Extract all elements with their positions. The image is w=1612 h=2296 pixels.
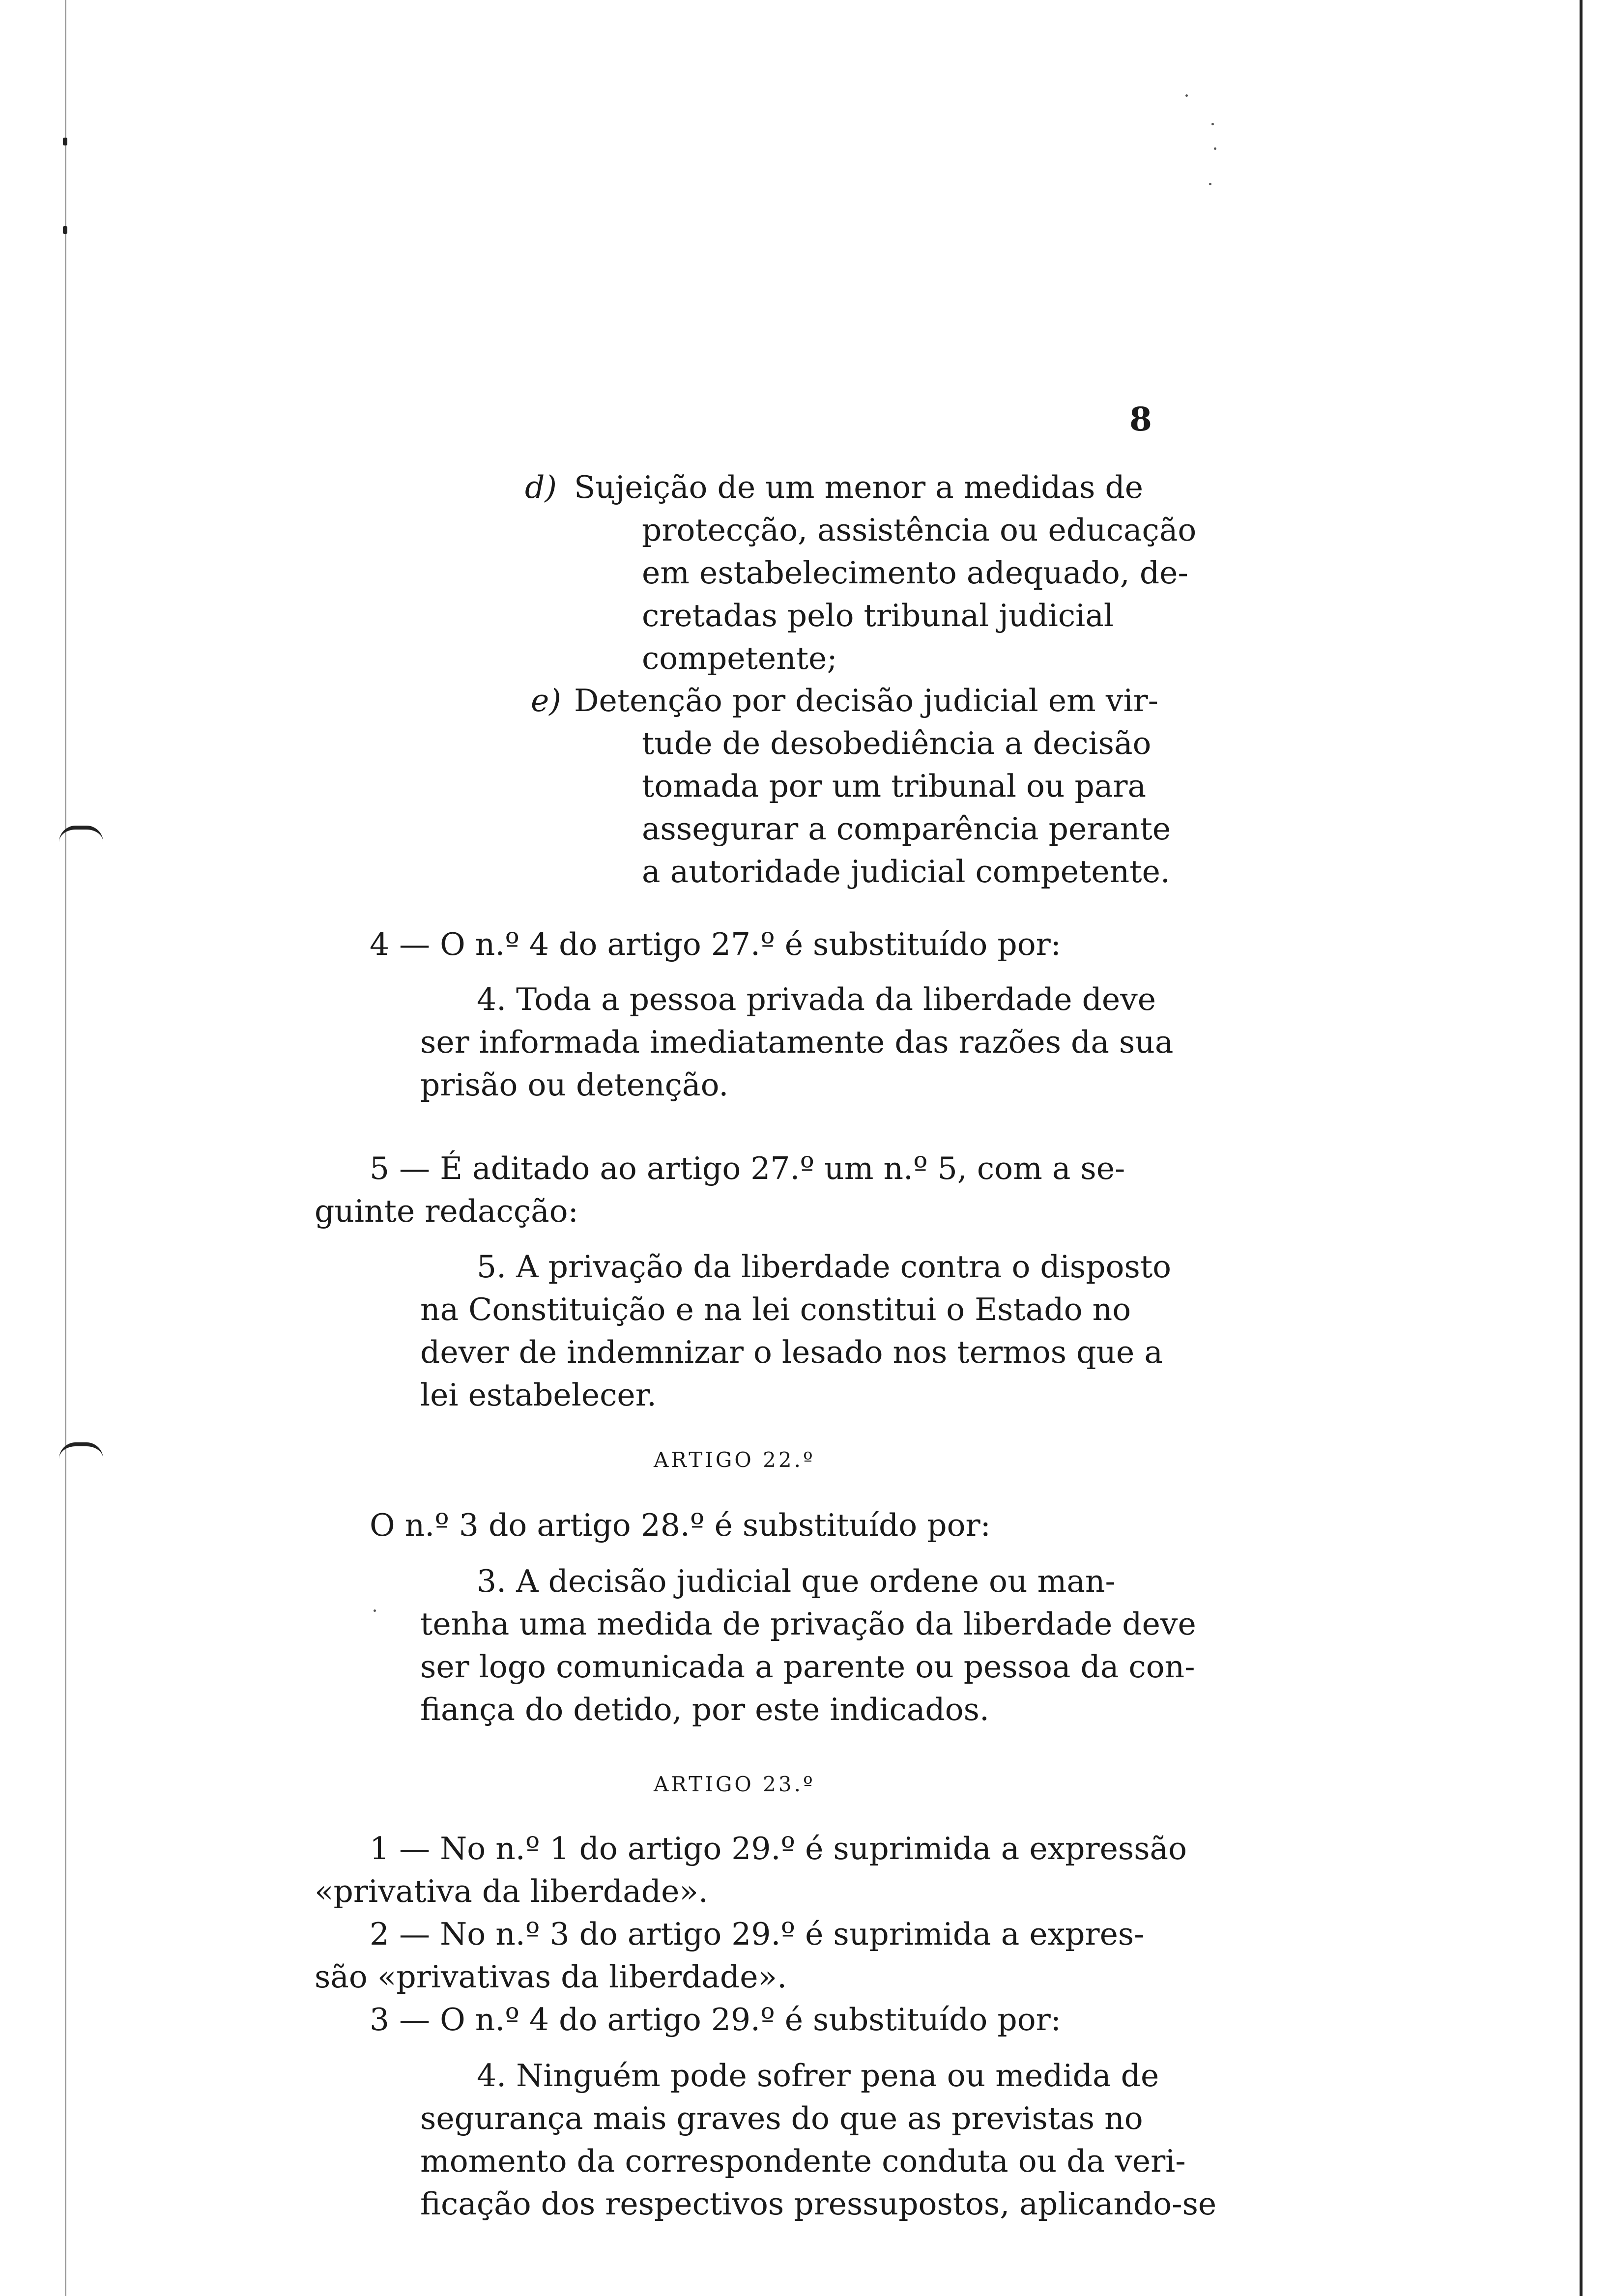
article-23-paragraph-line: 3 — O n.º 4 do artigo 29.º é substituído por: [370, 2002, 1061, 2038]
paragraph-5-line: 5 — É aditado ao artigo 27.º um n.º 5, com a se- [370, 1150, 1125, 1186]
quote-22-line: ser logo comunicada a parente ou pessoa da con- [420, 1649, 1195, 1685]
quote-4-line: 4. Toda a pessoa privada da liberdade deve [477, 981, 1156, 1017]
item-d-line: cretadas pelo tribunal judicial [642, 598, 1114, 633]
scan-margin-line [65, 0, 66, 2296]
quote-23-line: segurança mais graves do que as previstas no [420, 2100, 1143, 2136]
quote-5-line: dever de indemnizar o lesado nos termos que a [420, 1334, 1163, 1370]
quote-23-line: 4. Ninguém pode sofrer pena ou medida de [477, 2058, 1159, 2094]
quote-22-line: 3. A decisão judicial que ordene ou man- [477, 1563, 1116, 1599]
quote-23-line: ficação dos respectivos pressupostos, aplicando-se [420, 2186, 1217, 2222]
quote-5-line: lei estabelecer. [420, 1377, 657, 1413]
article-22-paragraph: O n.º 3 do artigo 28.º é substituído por: [370, 1507, 991, 1543]
item-d-line: protecção, assistência ou educação [642, 512, 1197, 548]
scan-speck [1209, 183, 1211, 185]
article-23-paragraph-line: são «privativas da liberdade». [315, 1959, 787, 1995]
page-number: 8 [1129, 400, 1152, 438]
article-23-paragraph-line: 1 — No n.º 1 do artigo 29.º é suprimida a expressão [370, 1831, 1187, 1866]
scan-page-edge [1580, 0, 1583, 2296]
item-e-label: e) [531, 683, 561, 718]
item-d-line: competente; [642, 640, 837, 676]
article-23-paragraph-line: «privativa da liberdade». [315, 1873, 708, 1909]
paragraph-4: 4 — O n.º 4 do artigo 27.º é substituído por: [370, 926, 1061, 962]
item-e-line: assegurar a comparência perante [642, 811, 1171, 847]
quote-22-line: fiança do detido, por este indicados. [420, 1692, 989, 1727]
scan-speck [374, 1609, 376, 1612]
quote-4-line: prisão ou detenção. [420, 1067, 729, 1103]
item-d-line: Sujeição de um menor a medidas de [574, 469, 1144, 505]
quote-5-line: na Constituição e na lei constitui o Estado no [420, 1292, 1131, 1327]
article-22-heading: ARTIGO 22.º [654, 1448, 815, 1472]
quote-5-line: 5. A privação da liberdade contra o disposto [477, 1249, 1172, 1285]
quote-4-line: ser informada imediatamente das razões da sua [420, 1024, 1174, 1060]
item-e-line: tude de desobediência a decisão [642, 725, 1151, 761]
article-23-heading: ARTIGO 23.º [654, 1772, 815, 1796]
item-e-line: tomada por um tribunal ou para [642, 768, 1147, 804]
scan-speck [1214, 147, 1216, 150]
quote-22-line: tenha uma medida de privação da liberdade deve [420, 1606, 1196, 1642]
quote-23-line: momento da correspondente conduta ou da veri- [420, 2143, 1186, 2179]
binding-hole-mark [63, 226, 67, 234]
paragraph-5-line: guinte redacção: [315, 1193, 578, 1229]
article-23-paragraph-line: 2 — No n.º 3 do artigo 29.º é suprimida a expres- [370, 1916, 1145, 1952]
item-e-line: a autoridade judicial competente. [642, 854, 1170, 890]
item-d-line: em estabelecimento adequado, de- [642, 555, 1188, 591]
binding-hole-mark [63, 138, 67, 145]
item-e-line: Detenção por decisão judicial em vir- [574, 683, 1159, 718]
scan-speck [1211, 123, 1214, 125]
scan-speck [1185, 94, 1188, 97]
item-d-label: d) [525, 469, 557, 505]
